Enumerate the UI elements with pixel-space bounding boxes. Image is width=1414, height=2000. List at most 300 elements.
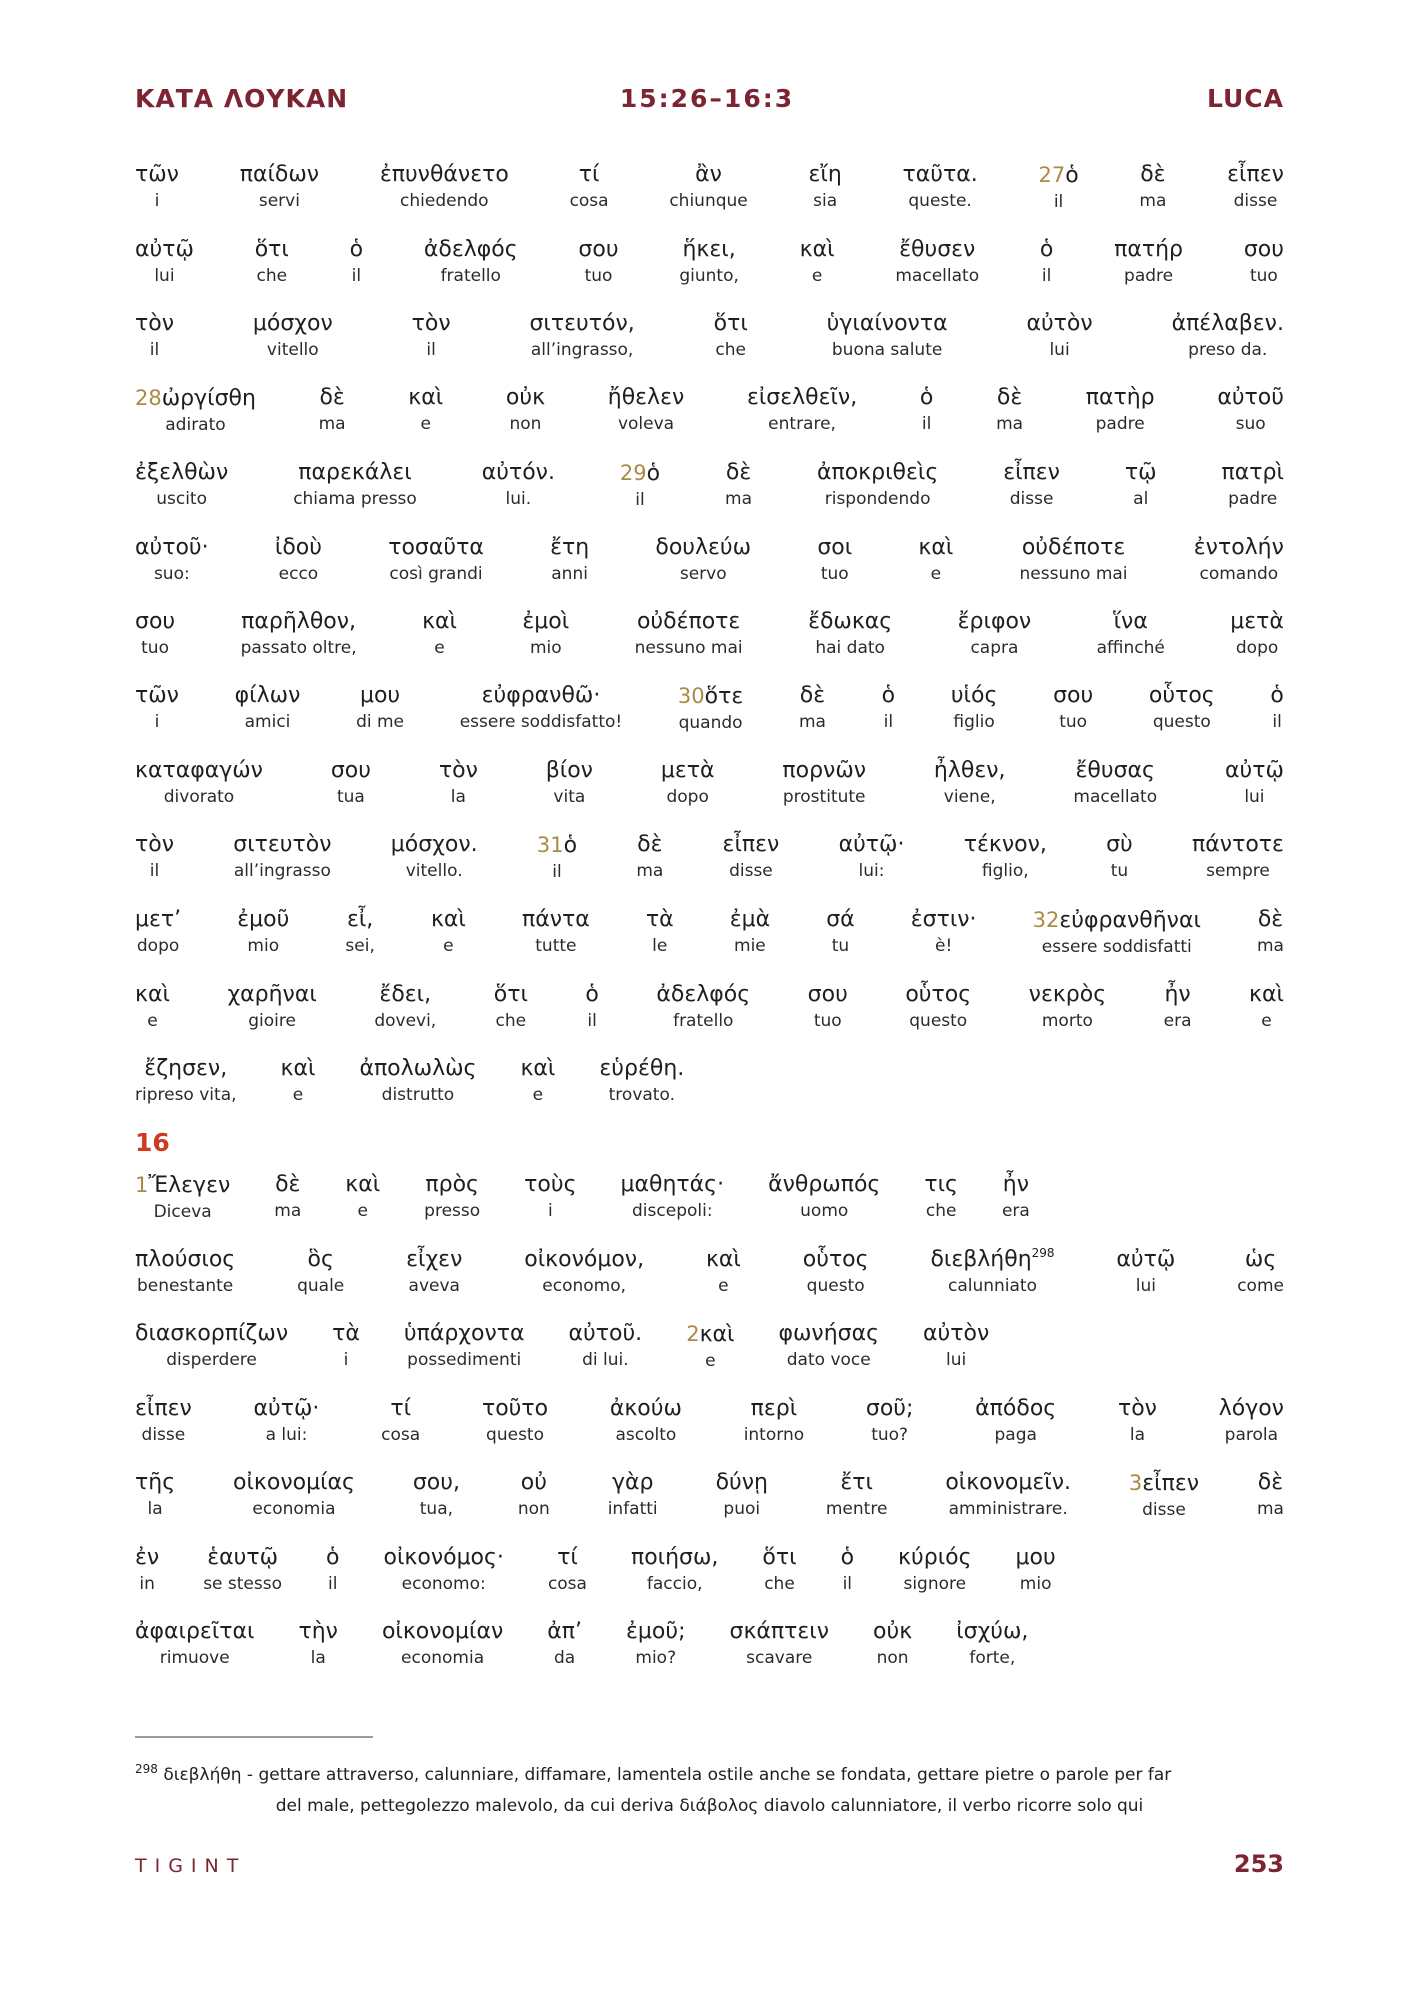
italian-gloss: cosa — [569, 191, 609, 211]
greek-word: αὐτοῦ. — [568, 1321, 643, 1346]
word-pair — [958, 607, 1032, 660]
greek-word: ἐστιν· — [910, 907, 977, 932]
word-pair — [841, 1543, 854, 1596]
italian-gloss: la — [450, 787, 466, 807]
word-pair — [882, 681, 895, 734]
greek-word: οἰκονομίας — [233, 1470, 355, 1495]
greek-word: τῆς — [135, 1470, 176, 1495]
word-pair — [1003, 458, 1060, 511]
italian-gloss: divorato — [163, 787, 235, 807]
word-pair — [522, 607, 569, 660]
italian-gloss: questo — [1152, 712, 1211, 732]
word-pair — [482, 458, 555, 511]
italian-gloss: a lui: — [265, 1425, 308, 1445]
greek-word: οὗτος — [802, 1247, 869, 1272]
word-pair — [255, 235, 289, 288]
greek-word: 29ὁ — [619, 461, 661, 486]
italian-gloss: i — [343, 1350, 349, 1370]
word-pair — [135, 1245, 235, 1298]
word-pair — [408, 383, 443, 436]
greek-word: δὲ — [1257, 907, 1284, 932]
word-pair — [1016, 1543, 1056, 1596]
greek-word: αὐτῷ· — [253, 1396, 320, 1421]
greek-word: ὅτι — [254, 237, 289, 262]
greek-word: αὐτῷ — [1224, 758, 1284, 783]
italian-gloss: che — [715, 340, 746, 360]
word-pair — [391, 830, 478, 883]
italian-gloss: la — [310, 1648, 326, 1668]
interlinear-line — [135, 830, 1284, 884]
italian-gloss: i — [154, 712, 160, 732]
greek-word: ὁ — [1039, 237, 1054, 262]
word-pair — [1230, 607, 1284, 660]
interlinear-line — [135, 756, 1284, 809]
italian-gloss: infatti — [607, 1499, 658, 1519]
word-pair — [768, 1170, 880, 1223]
word-pair — [241, 607, 357, 660]
greek-word: ἀπολωλὼς — [359, 1056, 477, 1081]
greek-word: μου — [359, 683, 401, 708]
greek-word: ὁ — [349, 237, 364, 262]
word-pair — [235, 681, 301, 734]
italian-gloss: parola — [1224, 1425, 1279, 1445]
greek-word: εἶπεν — [135, 1396, 192, 1421]
greek-word: σοι — [817, 535, 853, 560]
italian-gloss: ma — [996, 414, 1024, 434]
greek-word: οἰκονόμος· — [383, 1545, 504, 1570]
greek-word: πάντοτε — [1192, 832, 1284, 857]
greek-word: δὲ — [799, 683, 826, 708]
greek-word: οὐ — [520, 1470, 547, 1495]
word-pair — [1002, 1170, 1030, 1223]
word-pair — [522, 905, 590, 958]
word-pair — [1222, 458, 1284, 511]
italian-gloss: e — [434, 638, 445, 658]
italian-gloss: queste. — [908, 191, 972, 211]
italian-gloss: tua, — [419, 1499, 454, 1519]
italian-gloss: e — [443, 936, 454, 956]
italian-gloss: la — [1129, 1425, 1146, 1445]
word-pair — [350, 235, 363, 288]
greek-word: σιτευτόν, — [529, 311, 635, 336]
italian-gloss: e — [147, 1011, 158, 1031]
greek-word: τὰ — [332, 1321, 360, 1346]
italian-gloss: lui. — [505, 489, 532, 509]
greek-word: τέκνον, — [963, 832, 1047, 857]
word-pair — [227, 980, 316, 1033]
word-pair — [331, 756, 371, 809]
word-pair — [635, 607, 743, 660]
word-pair — [345, 905, 374, 958]
italian-gloss: scavare — [746, 1648, 813, 1668]
greek-word: παρεκάλει — [298, 460, 412, 485]
word-pair — [524, 1170, 576, 1223]
word-pair — [233, 830, 331, 883]
italian-gloss: i — [547, 1201, 553, 1221]
word-pair — [839, 830, 905, 883]
word-pair — [895, 235, 979, 288]
italian-gloss: servi — [258, 191, 300, 211]
word-pair — [1116, 1245, 1175, 1298]
greek-word: ὁ — [881, 683, 896, 708]
greek-word: σιτευτὸν — [233, 832, 332, 857]
italian-gloss: il — [842, 1574, 853, 1594]
word-pair — [578, 235, 618, 288]
italian-gloss: anni — [551, 564, 588, 584]
greek-word: διεβλήθη$^{298}$ — [930, 1246, 1055, 1272]
greek-word: μαθητάς· — [620, 1172, 725, 1197]
italian-gloss: che — [925, 1201, 957, 1221]
word-pair — [135, 1054, 237, 1107]
word-pair — [359, 1054, 476, 1107]
italian-gloss: comando — [1199, 564, 1279, 584]
word-pair — [918, 533, 953, 586]
greek-word: σου — [135, 609, 176, 634]
greek-word: μου — [1015, 1545, 1056, 1570]
word-pair — [135, 235, 194, 288]
greek-word: ἐντολήν — [1193, 535, 1284, 560]
word-pair — [135, 533, 209, 586]
word-pair — [293, 458, 417, 511]
verse-number: 1 — [135, 1173, 149, 1197]
italian-gloss: tua — [336, 787, 365, 807]
greek-word: ὁ — [1270, 683, 1284, 708]
page-number: 253 — [1233, 1850, 1284, 1878]
word-pair — [431, 905, 466, 958]
italian-gloss: ascolto — [615, 1425, 677, 1445]
word-pair — [135, 607, 175, 660]
italian-gloss: entrare, — [768, 414, 836, 434]
greek-word: ἔτη — [550, 535, 590, 560]
italian-gloss: all’ingrasso — [233, 861, 331, 881]
greek-word: ἄνθρωπός — [768, 1172, 881, 1197]
word-pair — [956, 1617, 1028, 1670]
word-pair — [135, 1319, 288, 1372]
italian-gloss: e — [532, 1085, 544, 1105]
greek-word: τῶν — [135, 162, 179, 187]
italian-gloss: e — [930, 564, 942, 584]
italian-gloss: buona salute — [831, 340, 943, 360]
word-pair — [706, 1245, 741, 1298]
italian-gloss: lui — [1244, 787, 1265, 807]
greek-word: ὃς — [307, 1247, 334, 1272]
greek-word: σου — [1243, 237, 1284, 262]
italian-gloss: lui: — [858, 861, 885, 881]
interlinear-line — [135, 160, 1284, 214]
word-pair — [135, 830, 174, 883]
word-pair — [135, 1617, 254, 1670]
italian-gloss: trovato. — [608, 1085, 675, 1105]
interlinear-line — [135, 607, 1284, 660]
italian-gloss: mio — [1019, 1574, 1052, 1594]
italian-gloss: e — [718, 1276, 729, 1296]
word-pair — [873, 1617, 912, 1670]
italian-gloss: questo — [806, 1276, 865, 1296]
italian-gloss: chiedendo — [400, 191, 489, 211]
greek-word: ἔζησεν, — [144, 1056, 228, 1081]
word-pair — [203, 1543, 282, 1596]
greek-word: μετὰ — [1230, 609, 1284, 634]
word-pair — [656, 980, 750, 1033]
word-pair — [1257, 1468, 1284, 1521]
italian-gloss: capra — [970, 638, 1019, 658]
italian-gloss: e — [705, 1351, 716, 1371]
italian-gloss: tu — [831, 936, 850, 956]
greek-word: εὑρέθη. — [599, 1056, 685, 1081]
italian-gloss: essere soddisfatti — [1041, 937, 1192, 957]
header-book-title-latin: LUCA — [1206, 84, 1284, 113]
greek-word: δύνῃ — [715, 1470, 768, 1495]
italian-gloss: calunniato — [947, 1276, 1037, 1296]
italian-gloss: possedimenti — [407, 1350, 522, 1370]
greek-word: παίδων — [239, 162, 320, 187]
greek-word: σου, — [412, 1470, 460, 1495]
word-pair — [1139, 160, 1166, 213]
greek-word: τοσαῦτα — [388, 535, 484, 560]
word-pair — [686, 1319, 734, 1373]
word-pair — [744, 1394, 804, 1447]
word-pair — [135, 160, 179, 213]
word-pair — [388, 533, 484, 586]
word-pair — [135, 1394, 192, 1447]
italian-gloss: ma — [1257, 936, 1284, 956]
greek-word: τὴν — [298, 1619, 338, 1644]
interlinear-line — [135, 1319, 1284, 1373]
greek-word: μόσχον — [252, 311, 333, 336]
italian-gloss: essere soddisfatto! — [459, 712, 623, 732]
italian-gloss: tuo — [584, 266, 613, 286]
greek-word: σου — [330, 758, 371, 783]
italian-gloss: passato oltre, — [240, 638, 357, 658]
greek-word: εἶ, — [346, 907, 374, 932]
greek-word: 1Ἔλεγεν — [135, 1173, 231, 1198]
greek-word: καὶ — [430, 907, 466, 932]
greek-word: νεκρὸς — [1028, 982, 1107, 1007]
word-pair — [610, 1394, 682, 1447]
word-pair — [762, 1543, 796, 1596]
greek-word: 2καὶ — [686, 1322, 735, 1347]
word-pair — [319, 383, 346, 436]
word-pair — [382, 1617, 503, 1670]
greek-word: εἶπεν — [1003, 460, 1060, 485]
word-pair — [1033, 905, 1201, 959]
italian-gloss: ecco — [278, 564, 319, 584]
greek-word: καὶ — [520, 1056, 556, 1081]
greek-word: τί — [557, 1545, 578, 1570]
italian-gloss: economo, — [542, 1276, 627, 1296]
italian-gloss: sei, — [345, 936, 375, 956]
word-pair — [996, 383, 1023, 436]
italian-gloss: dato voce — [786, 1350, 871, 1370]
footnote-line-1 — [135, 1754, 1284, 1791]
header-book-title-greek: ΚΑΤΑ ΛΟΥΚΑΝ — [135, 84, 349, 113]
word-pair — [494, 980, 528, 1033]
word-pair — [911, 905, 977, 958]
greek-word: ὁ — [326, 1545, 340, 1570]
italian-gloss: vitello — [266, 340, 319, 360]
italian-gloss: il — [587, 1011, 597, 1031]
word-pair — [135, 1170, 230, 1224]
italian-gloss: il — [1053, 192, 1064, 212]
italian-gloss: ripreso vita, — [135, 1085, 237, 1105]
greek-word: 31ὁ — [536, 833, 578, 858]
word-pair — [548, 1543, 587, 1596]
italian-gloss: dopo — [666, 787, 709, 807]
italian-gloss: giunto, — [679, 266, 739, 286]
italian-gloss: nessuno mai — [634, 638, 743, 658]
greek-word: γὰρ — [611, 1470, 654, 1495]
word-pair — [424, 235, 518, 288]
italian-gloss: tuo — [1059, 712, 1088, 732]
word-pair — [569, 1319, 643, 1372]
page-footer — [135, 1850, 1284, 1878]
word-pair — [669, 160, 747, 213]
italian-gloss: tutte — [535, 936, 577, 956]
italian-gloss: voleva — [617, 414, 675, 434]
italian-gloss: ma — [274, 1201, 302, 1221]
greek-word: τὸν — [438, 758, 478, 783]
word-pair — [679, 235, 739, 288]
imprint-label: TIGINT — [135, 1855, 247, 1877]
italian-gloss: ma — [318, 414, 346, 434]
italian-gloss: macellato — [895, 266, 980, 286]
italian-gloss: uscito — [156, 489, 208, 509]
greek-word: δὲ — [275, 1172, 301, 1197]
footnote — [135, 1754, 1284, 1822]
greek-word: ὑπάρχοντα — [403, 1321, 525, 1346]
greek-word: τῷ — [1124, 460, 1157, 485]
footnote-divider — [135, 1736, 373, 1738]
italian-gloss: da — [554, 1648, 576, 1668]
greek-word: ἰδοὺ — [274, 535, 322, 560]
word-pair — [253, 309, 333, 362]
italian-gloss: il — [552, 862, 562, 882]
word-pair — [413, 1468, 460, 1521]
word-pair — [381, 1394, 420, 1447]
greek-word: ἀπέλαβεν. — [1171, 311, 1284, 336]
italian-gloss: mio? — [635, 1648, 677, 1668]
greek-word: εἶπεν — [722, 832, 780, 857]
italian-gloss: faccio, — [646, 1574, 703, 1594]
italian-gloss: padre — [1095, 414, 1145, 434]
interlinear-line — [135, 905, 1284, 959]
italian-gloss: al — [1133, 489, 1149, 509]
greek-word: αὐτὸν — [1026, 311, 1093, 336]
word-pair — [1149, 681, 1215, 734]
greek-word: ὅτι — [762, 1545, 797, 1570]
italian-gloss: gioire — [248, 1011, 296, 1031]
italian-gloss: cosa — [381, 1425, 421, 1445]
greek-word: τὸν — [411, 311, 451, 336]
word-pair — [1244, 235, 1284, 288]
italian-gloss: non — [876, 1648, 909, 1668]
interlinear-line — [135, 383, 1284, 437]
greek-word: ἐμοὶ — [522, 609, 570, 634]
greek-word: τί — [390, 1396, 412, 1421]
greek-word: τί — [578, 162, 600, 187]
word-pair — [975, 1394, 1056, 1447]
italian-gloss: lui — [946, 1350, 967, 1370]
greek-word: ἐν — [135, 1545, 160, 1570]
italian-gloss: chiama presso — [293, 489, 417, 509]
italian-gloss: Diceva — [153, 1202, 212, 1222]
italian-gloss: ma — [1139, 191, 1167, 211]
word-pair — [799, 681, 826, 734]
word-pair — [621, 1170, 725, 1223]
italian-gloss: morto — [1041, 1011, 1093, 1031]
italian-gloss: padre — [1228, 489, 1278, 509]
word-pair — [254, 1394, 320, 1447]
italian-gloss: aveva — [408, 1276, 460, 1296]
footnote-marker: 298 — [135, 1762, 158, 1776]
word-pair — [827, 309, 948, 362]
italian-gloss: signore — [903, 1574, 967, 1594]
greek-word: τὸν — [1117, 1396, 1157, 1421]
greek-word: ἀφαιρεῖται — [135, 1619, 255, 1644]
greek-word: καὶ — [1249, 982, 1284, 1007]
word-pair — [636, 830, 663, 883]
greek-word: ἰσχύω, — [956, 1619, 1029, 1644]
italian-gloss: padre — [1124, 266, 1174, 286]
verse-number: 3 — [1128, 1471, 1143, 1495]
italian-gloss: paga — [994, 1425, 1037, 1445]
greek-word: πατρὶ — [1221, 460, 1284, 485]
greek-word: πατὴρ — [1085, 385, 1155, 410]
word-pair — [730, 1617, 830, 1670]
word-pair — [646, 905, 674, 958]
greek-word: καὶ — [918, 535, 954, 560]
greek-word: ἵνα — [1113, 609, 1148, 634]
greek-word: ἑαυτῷ — [207, 1545, 278, 1570]
word-pair — [345, 1170, 380, 1223]
greek-word: ἐξελθὼν — [135, 460, 229, 485]
greek-word: ἥκει, — [682, 237, 736, 262]
italian-gloss: e — [357, 1201, 368, 1221]
word-pair — [383, 1543, 503, 1596]
italian-gloss: lui — [1049, 340, 1070, 360]
italian-gloss: non — [517, 1499, 550, 1519]
italian-gloss: il — [149, 340, 160, 360]
greek-word: φωνήσας — [778, 1321, 880, 1346]
greek-word: αὐτοῦ — [1217, 385, 1284, 410]
greek-word: ἐπυνθάνετο — [379, 162, 509, 187]
greek-word: ἀδελφός — [423, 237, 518, 262]
italian-gloss: il — [635, 490, 645, 510]
italian-gloss: preso da. — [1188, 340, 1268, 360]
word-pair — [1129, 1468, 1199, 1522]
word-pair — [1257, 905, 1284, 958]
greek-word: ἤθελεν — [607, 385, 685, 410]
italian-gloss: tuo — [141, 638, 169, 658]
italian-gloss: tuo — [1249, 266, 1278, 286]
greek-word: ἐμοῦ; — [626, 1619, 686, 1644]
italian-gloss: puoi — [723, 1499, 761, 1519]
word-pair — [714, 309, 748, 362]
greek-word: μετ’ — [135, 907, 182, 932]
italian-gloss: sia — [813, 191, 838, 211]
italian-gloss: che — [495, 1011, 527, 1031]
italian-gloss: era — [1001, 1201, 1030, 1221]
word-pair — [608, 383, 685, 436]
word-pair — [1053, 681, 1093, 734]
greek-word: σου — [1053, 683, 1094, 708]
italian-gloss: discepoli: — [632, 1201, 713, 1221]
italian-gloss: sempre — [1206, 861, 1270, 881]
word-pair — [945, 1468, 1071, 1521]
italian-gloss: di me — [356, 712, 405, 732]
word-pair — [826, 905, 854, 958]
word-pair — [923, 1319, 989, 1372]
